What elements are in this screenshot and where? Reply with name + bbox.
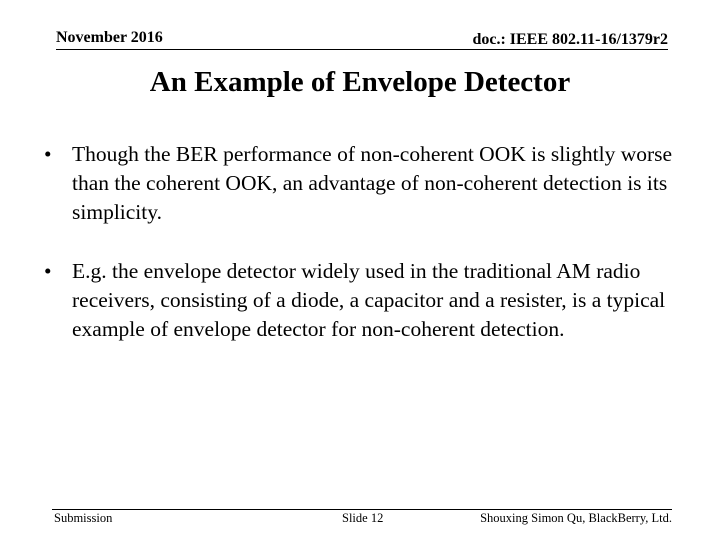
bullet-text: Though the BER performance of non-coherent OOK is slightly worse than the coherent OOK, an advantage of non-coherent detection is its simplicity.: [72, 142, 673, 224]
footer-slide-number: Slide 12: [342, 511, 384, 525]
footer-submission: Submission: [54, 511, 113, 525]
header-divider: [56, 49, 668, 50]
bullet-marker: •: [44, 259, 52, 283]
slide-title: An Example of Envelope Detector: [149, 66, 571, 98]
bullet-item: [0, 257, 692, 344]
bullet-list: [0, 140, 720, 374]
bullet-marker: •: [44, 142, 52, 166]
bullet-text: E.g. the envelope detector widely used in the traditional AM radio receivers, consisting of a diode, a capacitor and a resister, is a typical example of envelope detector for non-coherent detection.: [72, 259, 666, 341]
header-date: November 2016: [56, 29, 163, 46]
footer-divider: [52, 509, 672, 510]
bullet-item: [0, 140, 692, 227]
footer-author: Shouxing Simon Qu, BlackBerry, Ltd.: [480, 511, 672, 525]
header-doc-id: doc.: IEEE 802.11-16/1379r2: [472, 31, 668, 48]
